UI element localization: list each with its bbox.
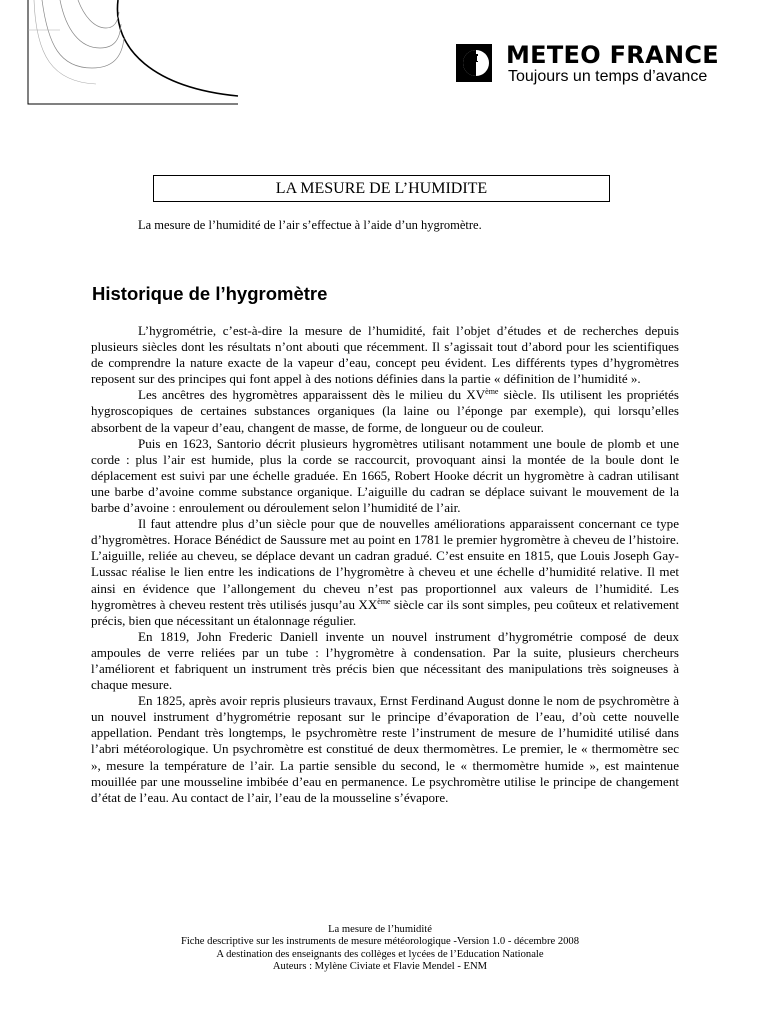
intro-sentence: La mesure de l’humidité de l’air s’effectue à l’aide d’un hygromètre. bbox=[138, 218, 482, 232]
footer-line: La mesure de l’humidité bbox=[328, 924, 432, 935]
footer-line: Auteurs : Mylène Civiate et Flavie Mendel - ENM bbox=[272, 961, 488, 973]
section-heading: Historique de l’hygromètre bbox=[92, 283, 328, 304]
logo-name: METEO FRANCE bbox=[506, 41, 719, 69]
paragraph-text: siècle car ils sont simples, peu coûteux et relativement précis, bien que nécessitant un étalonnage régulier. bbox=[91, 596, 679, 628]
paragraph bbox=[91, 693, 679, 806]
paragraph bbox=[91, 436, 679, 516]
paragraph-text: L’hygrométrie, c’est-à-dire la mesure de l’humidité, fait l’objet d’études et de recherches depuis plusieurs siècles dont les résultats n’ont abouti que récemment. Il s’agissait tout d’abord pour les scientifiques de comprendre la nature exacte de la vapeur d’eau, concept peu évident. Les différents types d’hygromètres reposent sur des principes qui font appel à des notions définies dans la partie « définition de l’humidité ». bbox=[91, 323, 679, 387]
meteo-france-mark-icon bbox=[456, 44, 492, 82]
page-footer bbox=[120, 924, 640, 974]
paragraph bbox=[91, 387, 679, 435]
meteo-france-logo bbox=[456, 41, 756, 86]
logo-tagline: Toujours un temps d’avance bbox=[508, 68, 708, 85]
footer-line: Fiche descriptive sur les instruments de mesure météorologique -Version 1.0 - décembre 2008 bbox=[180, 936, 580, 948]
paragraph-text: Puis en 1623, Santorio décrit plusieurs hygromètres utilisant notamment une boule de plomb et une corde : plus l’air est humide, plus la corde se raccourcit, provoquant ainsi la montée de la boule dont le déplacement est suivi par une échelle graduée. En 1665, Robert Hooke décrit un hygromètre à cadran utilisant une barbe d’avoine comme substance organique. L’aiguille du cadran se déplace suivant le mouvement de la barbe d’avoine : enroulement ou déroulement selon l’humidité de l’air. bbox=[91, 435, 679, 516]
paragraph-text: siècle. Ils utilisent les propriétés hygroscopiques de certaines substances organiques (la laine ou l’éponge par exemple), qui lorsqu’elles absorbent de la vapeur d’eau, changent de masse, de forme, de longueur ou de couleur. bbox=[91, 387, 679, 435]
superscript: ème bbox=[485, 387, 499, 397]
superscript: ème bbox=[377, 596, 391, 606]
corner-decoration bbox=[0, 0, 250, 110]
paragraph-text: En 1819, John Frederic Daniell invente un nouvel instrument d’hygrométrie composé de deux ampoules de verre reliées par un tube : l’hygromètre à condensation. Par la suite, plusieurs chercheurs l’améliorent et fabriquent un instrument très précis bien que nécessitant des manipulations très soigneuses à chaque mesure. bbox=[91, 628, 679, 693]
body-text bbox=[91, 323, 679, 918]
paragraph-text: En 1825, après avoir repris plusieurs travaux, Ernst Ferdinand August donne le nom de psychromètre à un nouvel instrument d’hygrométrie reposant sur le principe d’évaporation de l’eau, d’où cette nouvelle appellation. Pendant très longtemps, le psychromètre reste l’instrument de mesure de l’humidité utilisé dans l’abri météorologique. Un psychromètre est constitué de deux thermomètres. Le premier, le « thermomètre sec », mesure la température de l’air. La partie sensible du second, le « thermomètre humide », est maintenue mouillée par une mousseline imbibée d’eau en permanence. Le psychromètre utilise le principe de changement d’état de l’eau. Au contact de l’air, l’eau de la mousseline s’évapore. bbox=[91, 693, 679, 805]
paragraph bbox=[91, 629, 679, 693]
paragraph bbox=[91, 516, 679, 629]
paragraph-text: Il faut attendre plus d’un siècle pour que de nouvelles améliorations apparaissent concernant ce type d’hygromètres. Horace Bénédict de Saussure met au point en 1781 le premier hygromètre à cheveu de l’histoire. L’aiguille, reliée au cheveu, se déplace devant un cadran gradué. C’est ensuite en 1815, que Louis Joseph Gay-Lussac réalise le lien entre les indications de l’hygromètre à cheveu et une échelle d’humidité relative. Il met ainsi en évidence que l’allongement du cheveu n’est pas proportionnel aux valeurs de l’humidité. Les hygromètres à cheveu restent très utilisés jusqu’au XX bbox=[91, 516, 679, 612]
footer-line: A destination des enseignants des collèges et lycées de l’Education Nationale bbox=[216, 948, 544, 960]
paragraph bbox=[91, 323, 679, 387]
paragraph-text: Les ancêtres des hygromètres apparaissent dès le milieu du XV bbox=[138, 387, 486, 403]
document-title: LA MESURE DE L’HUMIDITE bbox=[153, 175, 610, 202]
